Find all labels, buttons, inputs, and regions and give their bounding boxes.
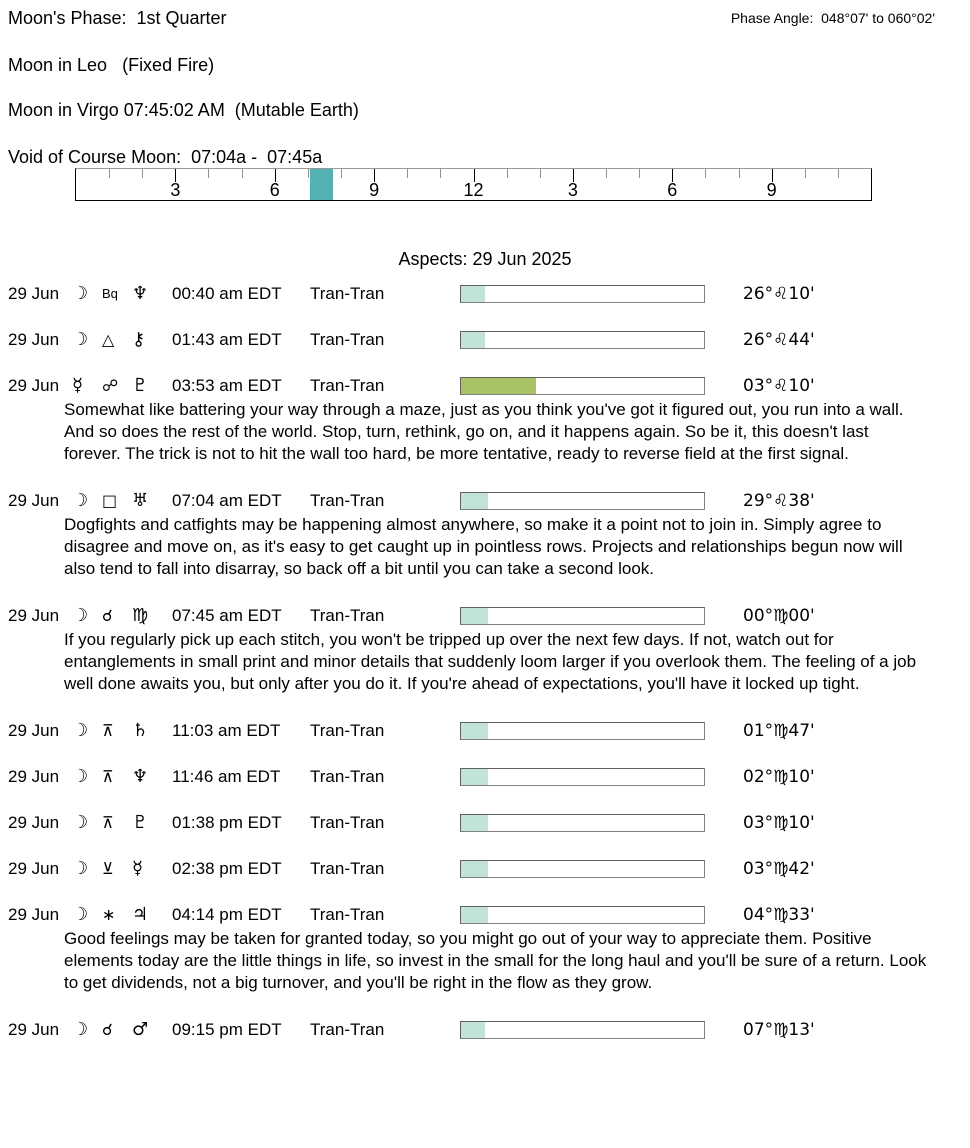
aspect-row-line [0, 491, 970, 511]
aspect-row-line [0, 905, 970, 925]
aspect-symbols [72, 606, 172, 626]
planet1-glyph: ☽ [72, 904, 89, 925]
aspect-date: 29 Jun [8, 721, 60, 740]
aspect-position: 29°♌38' [743, 491, 815, 511]
ruler-hour-label: 12 [463, 180, 484, 200]
aspect-time: 01:38 pm EDT [172, 813, 282, 832]
aspects-title: Aspects: 29 Jun 2025 [398, 249, 572, 269]
aspect-row [0, 330, 970, 350]
ruler-tick [507, 169, 508, 178]
aspect-interpretation: If you regularly pick up each stitch, you won't be tripped up over the next few days. If not, watch out for entanglements in small print and minor details that suddenly loom larger if you overlook them. The feeling of a job well done awaits you, but only after you do it. If you're ahead of expectations, you'll have it locked up tight. [64, 630, 917, 693]
ruler-tick [739, 169, 740, 178]
orb-progress-fill [461, 332, 485, 348]
aspect-position: 03°♍10' [743, 813, 815, 833]
orb-progress-bar [460, 860, 705, 878]
aspect-row-line [0, 330, 970, 350]
phase-angle-line: Phase Angle: 048°07' to 060°02' [730, 10, 935, 26]
planet1-glyph: ☽ [72, 329, 89, 350]
aspect-position: 02°♍10' [743, 767, 815, 787]
aspect-row-line [0, 284, 970, 304]
aspect-date: 29 Jun [8, 767, 60, 786]
aspect-row [0, 859, 970, 879]
aspect-row [0, 1020, 970, 1040]
aspect-glyph: Bq [102, 286, 118, 301]
aspect-row [0, 721, 970, 741]
orb-progress-bar [460, 906, 705, 924]
planet1-glyph: ☽ [72, 490, 89, 511]
aspect-chart-type: Tran-Tran [310, 767, 385, 786]
ruler-hour-label: 9 [369, 180, 380, 200]
orb-progress-bar [460, 1021, 705, 1039]
aspect-time: 01:43 am EDT [172, 330, 282, 349]
aspect-symbols [72, 1020, 172, 1040]
ruler-hour-label: 6 [269, 180, 280, 200]
ruler-tick [208, 169, 209, 178]
aspect-row [0, 606, 970, 695]
ruler-tick [705, 169, 706, 178]
aspect-symbols [72, 905, 172, 925]
aspect-row [0, 376, 970, 465]
aspect-row-line [0, 813, 970, 833]
aspect-position: 26°♌44' [743, 330, 815, 350]
ruler-hour-label: 6 [667, 180, 678, 200]
orb-progress-fill [461, 608, 488, 624]
aspect-date: 29 Jun [8, 1020, 60, 1039]
planet1-glyph: ☽ [72, 605, 89, 626]
ruler-hour-label: 9 [766, 180, 777, 200]
aspect-row-line [0, 767, 970, 787]
aspect-row-line [0, 721, 970, 741]
orb-progress-bar [460, 814, 705, 832]
orb-progress-bar [460, 607, 705, 625]
aspect-row [0, 284, 970, 304]
orb-progress-fill [461, 1022, 485, 1038]
aspect-chart-type: Tran-Tran [310, 859, 385, 878]
planet2-glyph: ♇ [132, 375, 149, 396]
moon-sign-next-line: Moon in Virgo 07:45:02 AM (Mutable Earth) [8, 100, 359, 120]
aspect-glyph: □ [102, 491, 118, 510]
aspect-position: 07°♍13' [743, 1020, 815, 1040]
planet2-glyph: ♅ [132, 490, 149, 511]
aspect-glyph: ☌ [102, 1020, 113, 1039]
orb-progress-fill [461, 861, 488, 877]
moon-phase-line: Moon's Phase: 1st Quarter [8, 8, 227, 28]
void-of-course-line: Void of Course Moon: 07:04a - 07:45a [8, 147, 323, 167]
aspect-position: 01°♍47' [743, 721, 815, 741]
aspect-date: 29 Jun [8, 813, 60, 832]
aspect-interpretation: Dogfights and catfights may be happening almost anywhere, so make it a point not to join in. Simply agree to disagree and move on, as it's easy to get caught up in pointless rows. Projects and relationships begun now will also tend to fall into disarray, so back off a bit until you can take a second look. [64, 515, 903, 578]
aspect-chart-type: Tran-Tran [310, 376, 385, 395]
aspect-chart-type: Tran-Tran [310, 284, 385, 303]
orb-progress-bar [460, 377, 705, 395]
aspect-glyph: ⊼ [102, 813, 114, 832]
aspect-chart-type: Tran-Tran [310, 905, 385, 924]
aspect-time: 09:15 pm EDT [172, 1020, 282, 1039]
aspect-glyph: ☌ [102, 606, 113, 625]
aspect-position: 03°♍42' [743, 859, 815, 879]
aspect-position: 04°♍33' [743, 905, 815, 925]
orb-progress-bar [460, 492, 705, 510]
aspect-date: 29 Jun [8, 606, 60, 625]
orb-progress-fill [461, 907, 488, 923]
aspect-time: 11:46 am EDT [172, 767, 281, 786]
aspect-row [0, 767, 970, 787]
aspect-symbols [72, 813, 172, 833]
planet2-glyph: ♆ [132, 283, 149, 304]
aspect-time: 00:40 am EDT [172, 284, 282, 303]
aspect-symbols [72, 721, 172, 741]
ruler-tick [242, 169, 243, 178]
aspect-date: 29 Jun [8, 284, 60, 303]
aspect-position: 26°♌10' [743, 284, 815, 304]
void-of-course-marker [310, 169, 333, 200]
aspect-row [0, 905, 970, 994]
aspects-list [0, 284, 970, 1040]
aspect-chart-type: Tran-Tran [310, 813, 385, 832]
aspect-date: 29 Jun [8, 905, 60, 924]
planet2-glyph: ♃ [132, 904, 149, 925]
aspect-row-line [0, 376, 970, 396]
aspect-date: 29 Jun [8, 491, 60, 510]
day-hours-ruler [75, 168, 872, 201]
orb-progress-fill [461, 769, 488, 785]
planet2-glyph: ♂ [132, 1019, 149, 1040]
aspect-interpretation: Good feelings may be taken for granted today, so you might go out of your way to appreciate them. Positive elements today are the little things in life, so invest in the small for the long haul and you'll be sure of a return. Look to get dividends, not a big turnover, and you'll be right in the flow as they grow. [64, 929, 927, 992]
ruler-tick [407, 169, 408, 178]
aspect-row-line [0, 859, 970, 879]
aspect-glyph: ⊻ [102, 859, 114, 878]
aspect-chart-type: Tran-Tran [310, 330, 385, 349]
aspect-chart-type: Tran-Tran [310, 1020, 385, 1039]
orb-progress-fill [461, 286, 485, 302]
aspect-date: 29 Jun [8, 376, 60, 395]
aspect-symbols [72, 767, 172, 787]
ruler-tick [606, 169, 607, 178]
planet1-glyph: ☽ [72, 1019, 89, 1040]
planet1-glyph: ☽ [72, 283, 89, 304]
ruler-tick [639, 169, 640, 178]
ruler-tick [142, 169, 143, 178]
aspect-glyph: △ [102, 330, 115, 349]
planet1-glyph: ☽ [72, 766, 89, 787]
aspect-position: 00°♍00' [743, 606, 815, 626]
aspect-time: 02:38 pm EDT [172, 859, 282, 878]
aspect-chart-type: Tran-Tran [310, 606, 385, 625]
aspect-symbols [72, 491, 172, 511]
aspect-glyph: ∗ [102, 905, 116, 924]
planet1-glyph: ☽ [72, 858, 89, 879]
aspect-row [0, 491, 970, 580]
planet1-glyph: ☽ [72, 720, 89, 741]
ruler-tick [838, 169, 839, 178]
header-top-row [8, 8, 935, 29]
aspect-symbols [72, 330, 172, 350]
aspect-row-line [0, 1020, 970, 1040]
orb-progress-fill [461, 723, 488, 739]
ruler-tick [308, 169, 309, 178]
planet2-glyph: ♍ [132, 605, 149, 626]
aspect-time: 11:03 am EDT [172, 721, 281, 740]
aspect-symbols [72, 859, 172, 879]
ruler-tick [341, 169, 342, 178]
orb-progress-fill [461, 378, 536, 394]
planet2-glyph: ♄ [132, 720, 149, 741]
orb-progress-fill [461, 493, 488, 509]
moon-sign-current-line: Moon in Leo (Fixed Fire) [8, 55, 215, 75]
aspect-chart-type: Tran-Tran [310, 721, 385, 740]
ruler-tick [109, 169, 110, 178]
aspect-time: 03:53 am EDT [172, 376, 282, 395]
planet2-glyph: ♇ [132, 812, 149, 833]
aspect-glyph: ⊼ [102, 767, 114, 786]
aspect-time: 07:04 am EDT [172, 491, 282, 510]
ruler-tick [440, 169, 441, 178]
orb-progress-bar [460, 768, 705, 786]
ruler-tick [805, 169, 806, 178]
planet1-glyph: ☽ [72, 812, 89, 833]
aspect-glyph: ☍ [102, 376, 119, 395]
aspect-date: 29 Jun [8, 859, 60, 878]
ruler-hour-label: 3 [170, 180, 181, 200]
orb-progress-fill [461, 815, 488, 831]
ruler-hour-label: 3 [567, 180, 578, 200]
planet2-glyph: ♆ [132, 766, 149, 787]
aspect-chart-type: Tran-Tran [310, 491, 385, 510]
aspect-symbols [72, 376, 172, 396]
ruler-tick [540, 169, 541, 178]
aspect-date: 29 Jun [8, 330, 60, 349]
aspect-time: 07:45 am EDT [172, 606, 282, 625]
aspect-glyph: ⊼ [102, 721, 114, 740]
orb-progress-bar [460, 722, 705, 740]
aspect-time: 04:14 pm EDT [172, 905, 282, 924]
orb-progress-bar [460, 331, 705, 349]
planet2-glyph: ☿ [132, 858, 144, 879]
planet2-glyph: ⚷ [132, 329, 146, 350]
aspect-interpretation: Somewhat like battering your way through a maze, just as you think you've got it figured out, you run into a wall. And so does the rest of the world. Stop, turn, rethink, go on, and it happens again. So be it, this doesn't last forever. The trick is not to hit the wall too hard, be more tentative, ready to reverse field at the first signal. [64, 400, 904, 463]
aspect-row [0, 813, 970, 833]
orb-progress-bar [460, 285, 705, 303]
aspect-position: 03°♌10' [743, 376, 815, 396]
aspect-symbols [72, 284, 172, 304]
aspect-row-line [0, 606, 970, 626]
planet1-glyph: ☿ [72, 375, 84, 396]
